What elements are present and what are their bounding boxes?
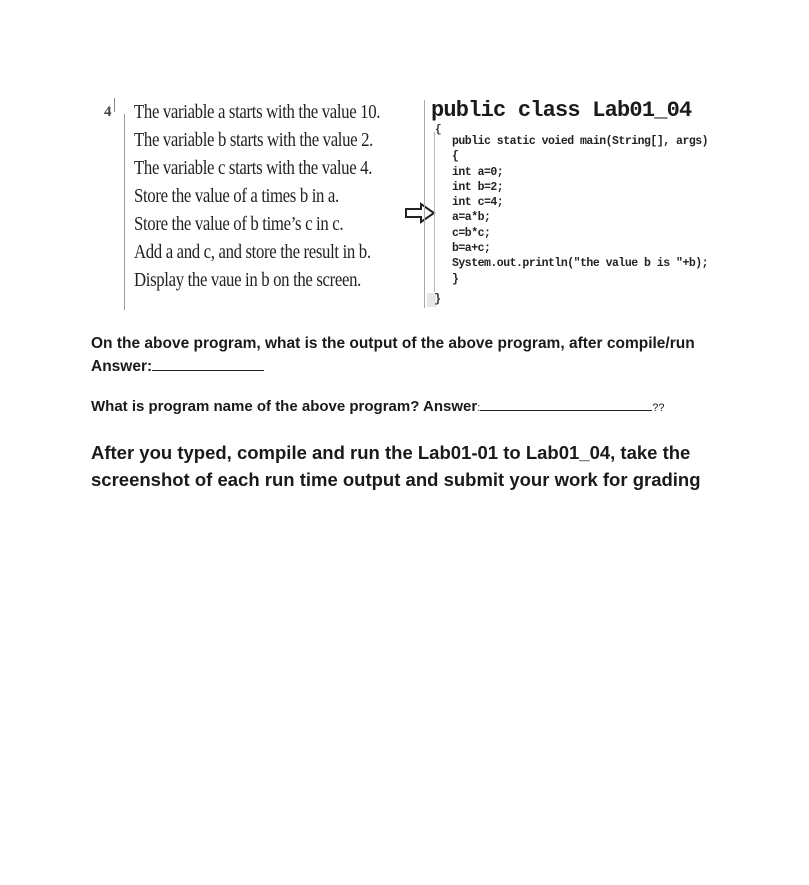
code-line: { [452,150,459,164]
code-line: System.out.println("the value b is "+b); [452,257,709,271]
code-class-declaration: public class Lab01_04 [431,98,692,123]
question-text: On the above program, what is the output of the above program, after compile/run Answer: [91,335,695,375]
description-line: Display the vaue in b on the screen. [134,270,361,291]
code-line: } [452,272,459,286]
code-line: b=a+c; [452,242,491,256]
divider [434,132,435,292]
code-block [452,134,708,287]
divider [114,98,115,112]
question-output [91,332,711,378]
code-line: int b=2; [452,180,504,194]
task-description [134,99,380,295]
instructions: After you typed, compile and run the Lab01-01 to Lab01_04, take the screenshot of each run time output and submit your work for grading [91,442,701,490]
question-marks: ?? [652,402,665,414]
code-line: a=a*b; [452,211,491,225]
question-text: What is program name of the above program? Answer [91,398,478,415]
question-colon: : [477,402,481,414]
item-number: 4 [104,104,112,120]
question-program-name [91,398,665,415]
description-line: The variable b starts with the value 2. [134,130,373,151]
code-line: int a=0; [452,165,504,179]
code-line: int c=4; [452,196,504,210]
description-line: The variable c starts with the value 4. [134,158,373,179]
code-brace: { [435,124,442,136]
code-line: public static voied main(String[], args) [452,135,709,148]
answer-blank[interactable] [480,409,652,411]
description-line: Add a and c, and store the result in b. [134,242,371,263]
divider [124,114,125,310]
description-line: The variable a starts with the value 10. [134,102,381,123]
divider [424,100,425,308]
right-arrow-icon [404,202,436,224]
code-figure [104,96,744,318]
description-line: Store the value of a times b in a. [134,186,339,207]
answer-blank[interactable] [152,369,264,371]
code-brace: } [434,292,442,306]
description-line: Store the value of b time’s c in c. [134,214,344,235]
code-line: c=b*c; [452,226,491,240]
